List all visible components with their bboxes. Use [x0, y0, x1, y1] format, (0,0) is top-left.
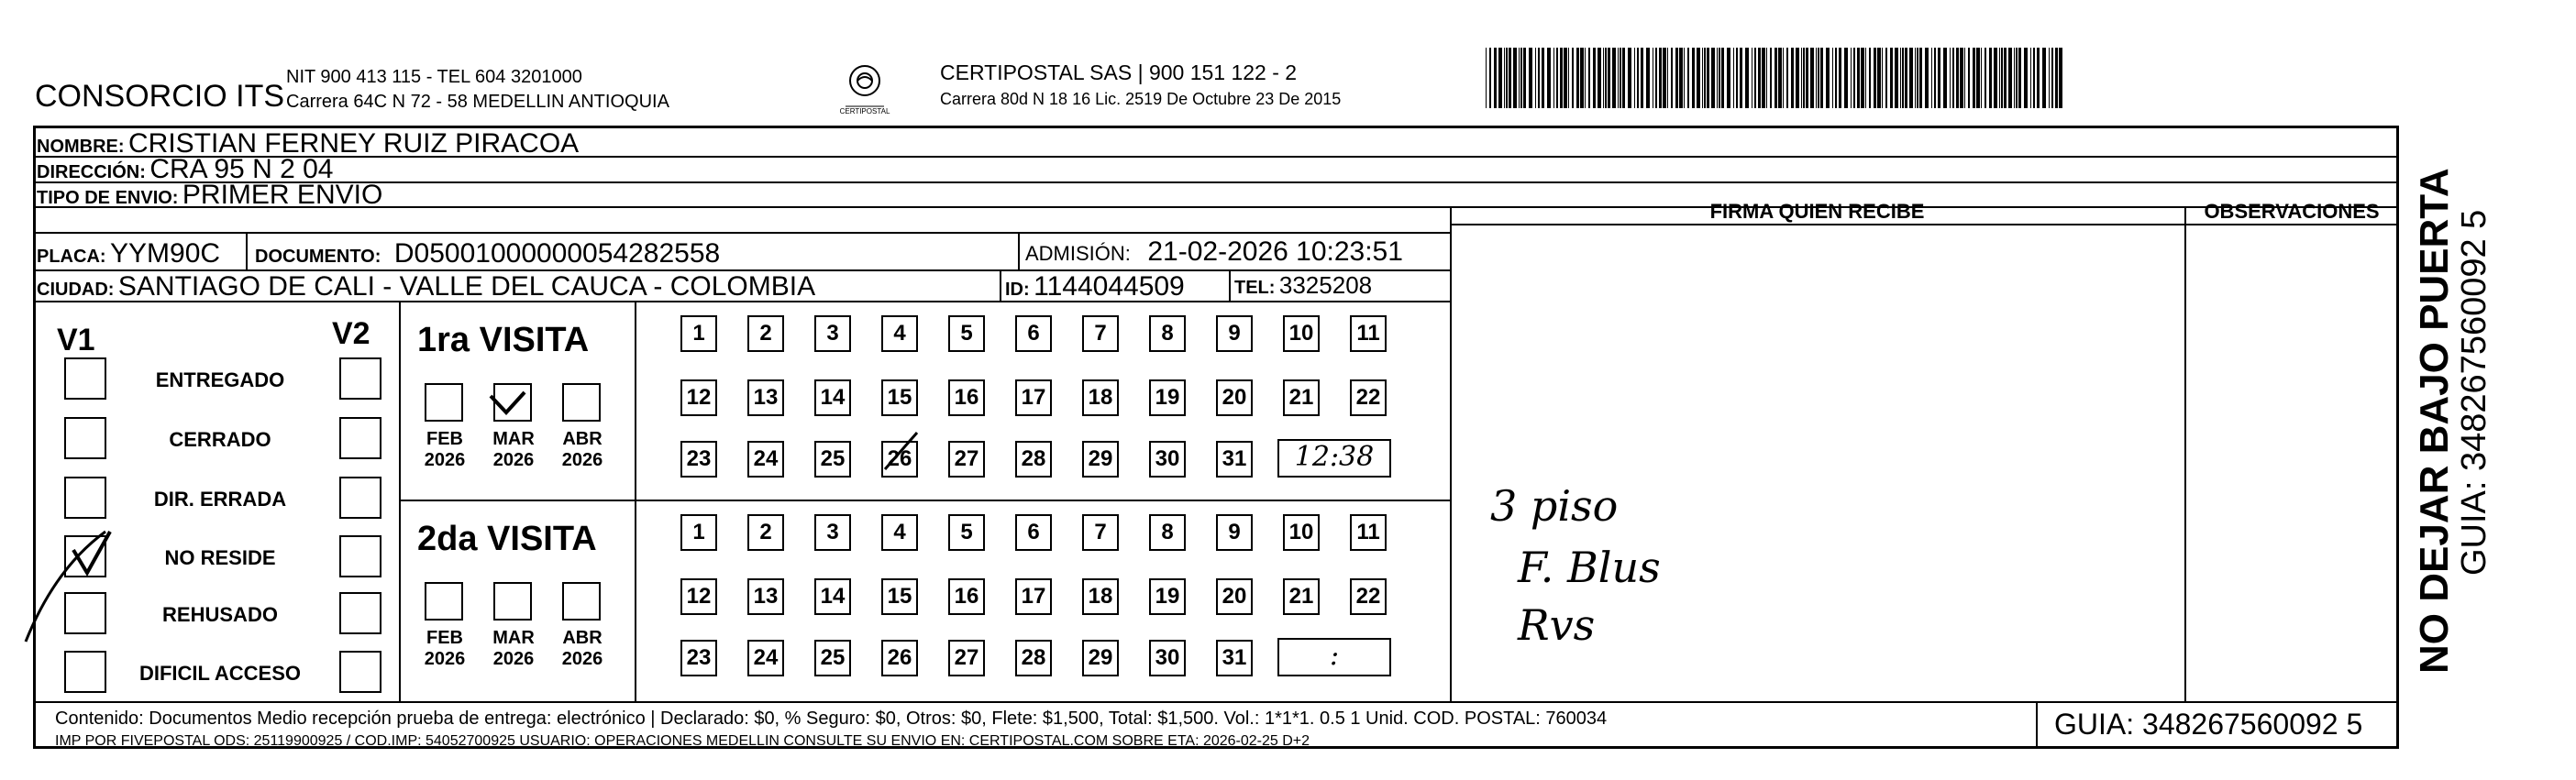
visit1-day-box[interactable]: 9 [1216, 315, 1253, 352]
visit2-day-box[interactable]: 19 [1149, 578, 1186, 615]
barcode-bar [2049, 48, 2050, 108]
barcode-bar [1547, 48, 1551, 108]
barcode-bar [1671, 48, 1673, 108]
barcode-bar [2037, 48, 2040, 108]
barcode-bar [1692, 48, 1695, 108]
barcode-bar [2042, 48, 2046, 108]
visit2-day-box[interactable]: 3 [814, 514, 851, 551]
visit2-month-checkbox-1[interactable] [493, 582, 532, 621]
barcode-bar [1826, 48, 1830, 108]
barcode-bar [1803, 48, 1805, 108]
barcode-bar [1702, 48, 1703, 108]
admision-cell [1025, 236, 1403, 268]
barcode-bar [1576, 48, 1579, 108]
visit1-day-box[interactable]: 28 [1015, 441, 1052, 478]
visit1-day-box[interactable]: 26 [881, 441, 918, 478]
barcode-bar [1523, 48, 1526, 108]
barcode-bar [1874, 48, 1876, 108]
barcode-bar [1770, 48, 1772, 108]
barcode-bar [1646, 48, 1650, 108]
barcode-bar [1622, 48, 1625, 108]
placa-cell [37, 238, 220, 269]
barcode-bar [1572, 48, 1574, 108]
observaciones-header: OBSERVACIONES [2204, 200, 2380, 223]
id-value: 1144044509 [1034, 271, 1185, 302]
visit2-day-box[interactable]: 25 [814, 640, 851, 676]
barcode-bar [1909, 48, 1913, 108]
footer-contenido: Contenido: Documentos Medio recepción prueba de entrega: electrónico | Declarado: $0, % Seguro: $0, Otros: $0, Flete: $1,500, Total: $1,500. Vol.: 1*1*1. 0.5 1 Unid. COD. POSTAL: 760034 [55, 709, 1608, 729]
v2-checkbox-5[interactable] [339, 651, 381, 693]
company-address: Carrera 64C N 72 - 58 MEDELLIN ANTIOQUIA [286, 92, 669, 112]
barcode-bar [1952, 48, 1954, 108]
barcode-bar [1778, 48, 1782, 108]
barcode-bar [1943, 48, 1947, 108]
visit1-time-box[interactable]: 12:38 [1277, 439, 1391, 478]
visit2-day-box[interactable]: 20 [1216, 578, 1253, 615]
direccion-value: CRA 95 N 2 04 [149, 154, 334, 184]
barcode-bar [1588, 48, 1590, 108]
barcode-bar [2014, 48, 2015, 108]
id-cell [1005, 271, 1185, 302]
visit-title-2: 2da VISITA [417, 520, 597, 558]
barcode-bar [1506, 48, 1508, 108]
visit1-month-checkbox-2[interactable] [562, 383, 601, 422]
barcode-bar [1620, 48, 1621, 108]
barcode-bar [1697, 48, 1700, 108]
tel-value: 3325208 [1278, 271, 1373, 299]
barcode-bar [2018, 48, 2021, 108]
barcode-bar [1598, 48, 1601, 108]
barcode-bar [1931, 48, 1932, 108]
barcode-bar [2024, 48, 2028, 108]
barcode-bar [1585, 48, 1586, 108]
visit1-day-box[interactable]: 25 [814, 441, 851, 478]
barcode-bar [1667, 48, 1668, 108]
handwritten-note-3: Rvs [1518, 600, 1596, 650]
barcode-bar [1513, 48, 1517, 108]
visit2-year-label-1: 2026 [492, 649, 535, 669]
visit1-day-box[interactable]: 12 [680, 379, 717, 416]
visit2-day-box[interactable]: 17 [1015, 578, 1052, 615]
visit1-month-checkbox-1[interactable] [493, 383, 532, 422]
placa-label: PLACA: [37, 247, 106, 267]
visit1-day-box[interactable]: 10 [1283, 315, 1320, 352]
seal-label: CERTIPOSTAL [839, 107, 890, 115]
visit1-day-box[interactable]: 14 [814, 379, 851, 416]
tel-label: TEL: [1234, 278, 1276, 298]
barcode-bar [1655, 48, 1657, 108]
barcode-bar [1774, 48, 1777, 108]
barcode-bar [1564, 48, 1567, 108]
visit1-day-box[interactable]: 17 [1015, 379, 1052, 416]
barcode-bar [1900, 48, 1901, 108]
barcode-bar [1915, 48, 1916, 108]
barcode-bar [1519, 48, 1520, 108]
visit2-year-label-0: 2026 [424, 649, 466, 669]
barcode-bar [1968, 48, 1970, 108]
visit1-day-box[interactable]: 22 [1350, 379, 1387, 416]
barcode-bar [1580, 48, 1584, 108]
barcode-bar [1877, 48, 1881, 108]
visit2-year-label-2: 2026 [561, 649, 603, 669]
barcode-bar [1717, 48, 1718, 108]
barcode-bar [1938, 48, 1940, 108]
status-label-0: ENTREGADO [155, 368, 285, 391]
barcode-bar [1538, 48, 1540, 108]
visit1-month-label-0: FEB [426, 429, 463, 449]
handwritten-note-2: F. Blus [1518, 543, 1661, 592]
barcode-bar [1796, 48, 1799, 108]
visit2-day-box[interactable]: 27 [948, 640, 985, 676]
barcode-bar [1618, 48, 1619, 108]
visit1-day-box[interactable]: 24 [747, 441, 784, 478]
barcode-bar [1556, 48, 1558, 108]
barcode-bar [1820, 48, 1823, 108]
barcode-bar [1687, 48, 1689, 108]
nombre-value: CRISTIAN FERNEY RUIZ PIRACOA [128, 128, 580, 159]
barcode-bar [2051, 48, 2053, 108]
visit1-day-box[interactable]: 6 [1015, 315, 1052, 352]
barcode-bar [1905, 48, 1907, 108]
visit2-month-checkbox-2[interactable] [562, 582, 601, 621]
visit2-day-box[interactable]: 26 [881, 640, 918, 676]
visit1-day-box[interactable]: 27 [948, 441, 985, 478]
barcode-bar [1612, 48, 1616, 108]
barcode-bar [1560, 48, 1563, 108]
v2-checkbox-3[interactable] [339, 535, 381, 577]
v2-header: V2 [332, 316, 370, 351]
visit1-year-label-2: 2026 [561, 450, 603, 470]
barcode-bar [1857, 48, 1860, 108]
visit1-day-box[interactable]: 2 [747, 315, 784, 352]
barcode-bar [1542, 48, 1544, 108]
barcode-bar [1593, 48, 1596, 108]
barcode-bar [2055, 48, 2058, 108]
v2-checkbox-4[interactable] [339, 592, 381, 634]
v2-checkbox-1[interactable] [339, 417, 381, 459]
v1-checkbox-5[interactable] [64, 651, 106, 693]
visit1-day-box[interactable]: 4 [881, 315, 918, 352]
footer-guia: GUIA: 348267560092 5 [2054, 708, 2363, 741]
side-guia: GUIA: 348267560092 5 [2455, 209, 2493, 576]
visit2-day-box[interactable]: 18 [1082, 578, 1119, 615]
visit2-day-box[interactable]: 4 [881, 514, 918, 551]
barcode-bar [1740, 48, 1742, 108]
barcode-bar [1839, 48, 1841, 108]
company-nit: NIT 900 413 115 - TEL 604 3201000 [286, 67, 582, 87]
visit1-day-box[interactable]: 31 [1216, 441, 1253, 478]
visit1-day-box[interactable]: 5 [948, 315, 985, 352]
visit2-day-box[interactable]: 11 [1350, 514, 1387, 551]
status-label-2: DIR. ERRADA [153, 488, 287, 511]
ciudad-label: CIUDAD: [37, 280, 115, 300]
barcode-bar [2030, 48, 2031, 108]
barcode-bar [1762, 48, 1765, 108]
barcode-bar [1736, 48, 1738, 108]
visit1-month-label-1: MAR [492, 429, 535, 449]
barcode [1486, 48, 2063, 108]
visit2-month-label-2: ABR [562, 628, 603, 648]
v1-checkbox-0[interactable] [64, 357, 106, 400]
status-label-5: DIFICIL ACCESO [138, 662, 301, 685]
visit2-day-box[interactable]: 1 [680, 514, 717, 551]
visit2-day-box[interactable]: 12 [680, 578, 717, 615]
barcode-bar [1994, 48, 1997, 108]
barcode-bar [1733, 48, 1734, 108]
v1-header: V1 [57, 323, 95, 357]
visit2-day-box[interactable]: 13 [747, 578, 784, 615]
barcode-bar [1783, 48, 1784, 108]
barcode-bar [1489, 48, 1491, 108]
barcode-bar [1721, 48, 1724, 108]
admision-label: ADMISIÓN: [1025, 242, 1131, 265]
visit1-month-checkbox-0[interactable] [425, 383, 463, 422]
barcode-bar [1675, 48, 1678, 108]
barcode-bar [2059, 48, 2062, 108]
barcode-bar [1816, 48, 1817, 108]
visit2-day-box[interactable]: 22 [1350, 578, 1387, 615]
visit2-month-label-1: MAR [492, 628, 535, 648]
barcode-bar [1707, 48, 1709, 108]
barcode-bar [1727, 48, 1730, 108]
visit2-day-box[interactable]: 9 [1216, 514, 1253, 551]
visit1-day-box[interactable]: 15 [881, 379, 918, 416]
barcode-bar [1801, 48, 1802, 108]
tipo-envio-value: PRIMER ENVIO [182, 180, 383, 210]
visit2-time-box[interactable]: : [1277, 638, 1391, 676]
visit1-day-box[interactable]: 19 [1149, 379, 1186, 416]
barcode-bar [1758, 48, 1761, 108]
barcode-bar [2008, 48, 2012, 108]
barcode-bar [1641, 48, 1643, 108]
visit1-year-label-1: 2026 [492, 450, 535, 470]
barcode-bar [1711, 48, 1715, 108]
barcode-bar [1520, 48, 1522, 108]
barcode-bar [1806, 48, 1808, 108]
barcode-bar [1605, 48, 1607, 108]
handwritten-note-1: 3 piso [1490, 481, 1619, 531]
barcode-bar [1553, 48, 1554, 108]
barcode-bar [1934, 48, 1936, 108]
barcode-bar [2004, 48, 2007, 108]
visit1-day-box[interactable]: 29 [1082, 441, 1119, 478]
barcode-bar [1628, 48, 1631, 108]
v1-checkbox-1[interactable] [64, 417, 106, 459]
visit2-day-box[interactable]: 28 [1015, 640, 1052, 676]
barcode-bar [1835, 48, 1837, 108]
visit2-day-box[interactable]: 21 [1283, 578, 1320, 615]
status-label-4: REHUSADO [162, 603, 278, 626]
barcode-bar [2033, 48, 2035, 108]
visit2-day-box[interactable]: 23 [680, 640, 717, 676]
barcode-bar [1659, 48, 1662, 108]
v2-checkbox-2[interactable] [339, 477, 381, 519]
certipostal-line1: CERTIPOSTAL SAS | 900 151 122 - 2 [940, 60, 1298, 84]
documento-label: DOCUMENTO: [255, 247, 381, 267]
tel-cell [1234, 271, 1372, 300]
visit2-day-box[interactable]: 29 [1082, 640, 1119, 676]
barcode-bar [1989, 48, 1992, 108]
barcode-bar [1844, 48, 1848, 108]
barcode-bar [1865, 48, 1866, 108]
barcode-bar [1902, 48, 1904, 108]
barcode-bar [1568, 48, 1569, 108]
barcode-bar [1895, 48, 1898, 108]
visit1-day-box[interactable]: 7 [1082, 315, 1119, 352]
barcode-bar [1882, 48, 1883, 108]
barcode-bar [1832, 48, 1833, 108]
documento-cell [255, 238, 720, 269]
visit2-day-box[interactable]: 7 [1082, 514, 1119, 551]
visit1-day-box[interactable]: 30 [1149, 441, 1186, 478]
visit2-day-box[interactable]: 31 [1216, 640, 1253, 676]
visit1-day-box[interactable]: 3 [814, 315, 851, 352]
status-label-1: CERRADO [169, 428, 271, 451]
visit-title-1: 1ra VISITA [417, 321, 590, 359]
ciudad-value: SANTIAGO DE CALI - VALLE DEL CAUCA - COLOMBIA [117, 271, 816, 302]
barcode-bar [1509, 48, 1511, 108]
barcode-bar [1603, 48, 1604, 108]
v2-checkbox-0[interactable] [339, 357, 381, 400]
visit1-day-box[interactable]: 8 [1149, 315, 1186, 352]
v1-checkbox-2[interactable] [64, 477, 106, 519]
barcode-bar [1890, 48, 1893, 108]
barcode-bar [2001, 48, 2003, 108]
visit2-day-box[interactable]: 24 [747, 640, 784, 676]
barcode-bar [1704, 48, 1706, 108]
barcode-bar [1810, 48, 1814, 108]
visit2-day-box[interactable]: 16 [948, 578, 985, 615]
barcode-bar [1766, 48, 1767, 108]
barcode-bar [1719, 48, 1720, 108]
direccion-label: DIRECCIÓN: [37, 162, 146, 182]
v1-checkbox-3[interactable] [64, 535, 106, 577]
barcode-bar [1885, 48, 1887, 108]
barcode-bar [1853, 48, 1855, 108]
barcode-bar [1960, 48, 1963, 108]
barcode-bar [1754, 48, 1756, 108]
visit2-day-box[interactable]: 30 [1149, 640, 1186, 676]
barcode-bar [1818, 48, 1819, 108]
barcode-bar [1973, 48, 1975, 108]
tipo-envio-row [37, 180, 382, 211]
barcode-bar [1745, 48, 1749, 108]
visit1-day-box[interactable]: 13 [747, 379, 784, 416]
barcode-bar [1486, 48, 1487, 108]
ciudad-cell [37, 271, 815, 302]
barcode-bar [1976, 48, 1980, 108]
status-label-3: NO RESIDE [164, 546, 276, 569]
barcode-bar [1786, 48, 1788, 108]
barcode-bar [2016, 48, 2018, 108]
admision-value: 21-02-2026 10:23:51 [1147, 236, 1403, 267]
barcode-bar [1634, 48, 1635, 108]
visit2-day-box[interactable]: 10 [1283, 514, 1320, 551]
visit1-day-box[interactable]: 16 [948, 379, 985, 416]
visit1-day-box[interactable]: 23 [680, 441, 717, 478]
barcode-bar [1494, 48, 1497, 108]
barcode-bar [1917, 48, 1918, 108]
visit2-day-box[interactable]: 8 [1149, 514, 1186, 551]
firma-header: FIRMA QUIEN RECIBE [1709, 200, 1925, 223]
barcode-bar [1964, 48, 1965, 108]
barcode-bar [1498, 48, 1502, 108]
barcode-bar [1637, 48, 1639, 108]
visit2-day-box[interactable]: 2 [747, 514, 784, 551]
barcode-bar [1950, 48, 1951, 108]
documento-value: D05001000000054282558 [393, 238, 721, 269]
barcode-bar [1956, 48, 1959, 108]
barcode-bar [1985, 48, 1986, 108]
placa-value: YYM90C [110, 238, 221, 269]
tipo-envio-label: TIPO DE ENVIO: [37, 188, 179, 208]
no-dejar-bajo-puerta: NO DEJAR BAJO PUERTA [2412, 168, 2457, 674]
barcode-bar [1684, 48, 1685, 108]
visit1-day-box[interactable]: 18 [1082, 379, 1119, 416]
id-label: ID: [1005, 280, 1030, 300]
company-name: CONSORCIO ITS [35, 79, 285, 114]
visit1-day-box[interactable]: 21 [1283, 379, 1320, 416]
barcode-bar [1851, 48, 1852, 108]
certipostal-seal-icon [836, 60, 893, 117]
visit1-year-label-0: 2026 [424, 450, 466, 470]
visit1-day-box[interactable]: 1 [680, 315, 717, 352]
nombre-label: NOMBRE: [37, 137, 125, 157]
barcode-bar [1504, 48, 1505, 108]
visit2-day-box[interactable]: 14 [814, 578, 851, 615]
barcode-bar [1861, 48, 1864, 108]
barcode-bar [1535, 48, 1536, 108]
barcode-bar [1999, 48, 2000, 108]
barcode-bar [1869, 48, 1871, 108]
footer-imp: IMP POR FIVEPOSTAL ODS: 25119900925 / COD.IMP: 54052700925 USUARIO: OPERACIONES MEDELLIN CONSULTE SU ENVIO EN: CERTIPOSTAL.COM SOBRE ETA: 2026-02-25 D+2 [55, 733, 1310, 749]
barcode-bar [1925, 48, 1929, 108]
barcode-bar [1529, 48, 1532, 108]
barcode-bar [1791, 48, 1794, 108]
visit2-month-checkbox-0[interactable] [425, 582, 463, 621]
visit2-day-box[interactable]: 6 [1015, 514, 1052, 551]
visit1-day-box[interactable]: 20 [1216, 379, 1253, 416]
v1-checkbox-4[interactable] [64, 592, 106, 634]
visit1-day-box[interactable]: 11 [1350, 315, 1387, 352]
visit1-month-label-2: ABR [562, 429, 603, 449]
visit2-month-label-0: FEB [426, 628, 463, 648]
barcode-bar [1663, 48, 1666, 108]
certipostal-line2: Carrera 80d N 18 16 Lic. 2519 De Octubre 23 De 2015 [940, 90, 1342, 108]
barcode-bar [1919, 48, 1922, 108]
visit2-day-box[interactable]: 5 [948, 514, 985, 551]
visit2-day-box[interactable]: 15 [881, 578, 918, 615]
barcode-bar [1981, 48, 1982, 108]
barcode-bar [1679, 48, 1683, 108]
barcode-bar [1608, 48, 1610, 108]
